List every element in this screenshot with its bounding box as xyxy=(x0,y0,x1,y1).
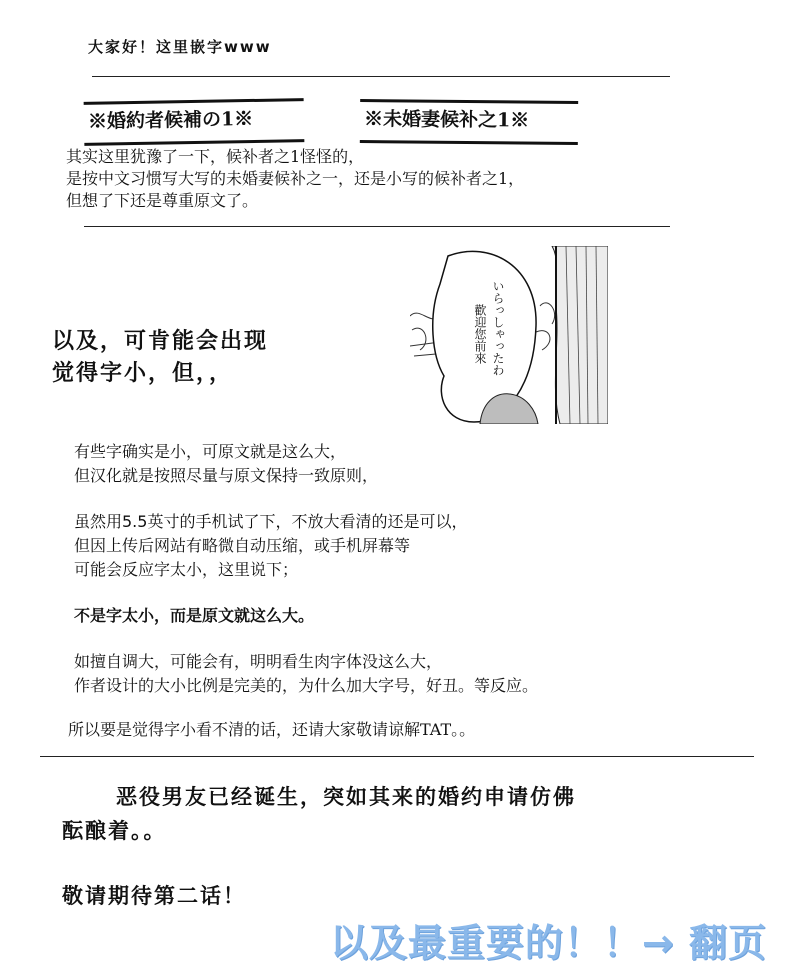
manga-japanese-text: いらっしゃったわ xyxy=(491,280,505,376)
note-original-japanese: ※婚約者候補の1※ xyxy=(84,98,305,146)
explanation-line: 但想了下还是尊重原文了。 xyxy=(66,191,259,210)
font-size-note-line: 觉得字小，但，， xyxy=(52,361,234,386)
note-translated-chinese: ※未婚妻候补之1※ xyxy=(360,99,578,145)
manga-panel-illustration xyxy=(410,246,608,424)
body-line: 可能会反应字太小，这里说下； xyxy=(74,560,299,579)
divider-top xyxy=(92,76,670,77)
divider-mid xyxy=(84,226,670,227)
body-line: 如擅自调大，可能会有，明明看生肉字体没这么大， xyxy=(74,652,443,671)
body-line: 虽然用5.5英寸的手机试了下，不放大看清的还是可以， xyxy=(74,512,468,531)
apology-line: 所以要是觉得字小看不清的话，还请大家敬请谅解TAT。。 xyxy=(68,720,476,739)
paragraph-gap xyxy=(74,628,538,650)
manga-panel xyxy=(410,246,608,424)
explanation-line: 是按中文习惯写大写的未婚妻候补之一，还是小写的候补者之1， xyxy=(66,169,525,188)
manga-chinese-text: 歡迎您前來 xyxy=(473,304,487,364)
body-line: 但因上传后网站有略微自动压缩，或手机屏幕等 xyxy=(74,536,411,555)
story-teaser-line: 酝酿着。。 xyxy=(62,819,167,843)
next-page-cta: 以及最重要的！！→ 翻页 xyxy=(329,921,767,965)
font-size-note-line: 以及，可肯能会出现 xyxy=(52,329,269,354)
explanation-line: 其实这里犹豫了一下，候补者之1怪怪的， xyxy=(66,147,365,166)
greeting-text: 大家好！这里嵌字www xyxy=(88,38,272,56)
paragraph-gap xyxy=(74,488,538,510)
story-teaser xyxy=(62,780,576,848)
paragraph-gap xyxy=(74,582,538,604)
divider-bottom xyxy=(40,756,754,757)
font-size-note xyxy=(52,326,268,390)
story-teaser-line: 恶役男友已经诞生，突如其来的婚约申请仿佛 xyxy=(116,785,576,809)
body-line: 有些字确实是小，可原文就是这么大， xyxy=(74,442,347,461)
emphasis-line: 不是字太小，而是原文就这么大。 xyxy=(74,606,315,625)
explanation-paragraph xyxy=(66,146,524,212)
body-line: 但汉化就是按照尽量与原文保持一致原则， xyxy=(74,466,379,485)
explanation-body xyxy=(74,440,538,698)
body-line: 作者设计的大小比例是完美的，为什么加大字号，好丑。等反应。 xyxy=(74,676,539,695)
next-chapter-note: 敬请期待第二话！ xyxy=(62,884,246,908)
